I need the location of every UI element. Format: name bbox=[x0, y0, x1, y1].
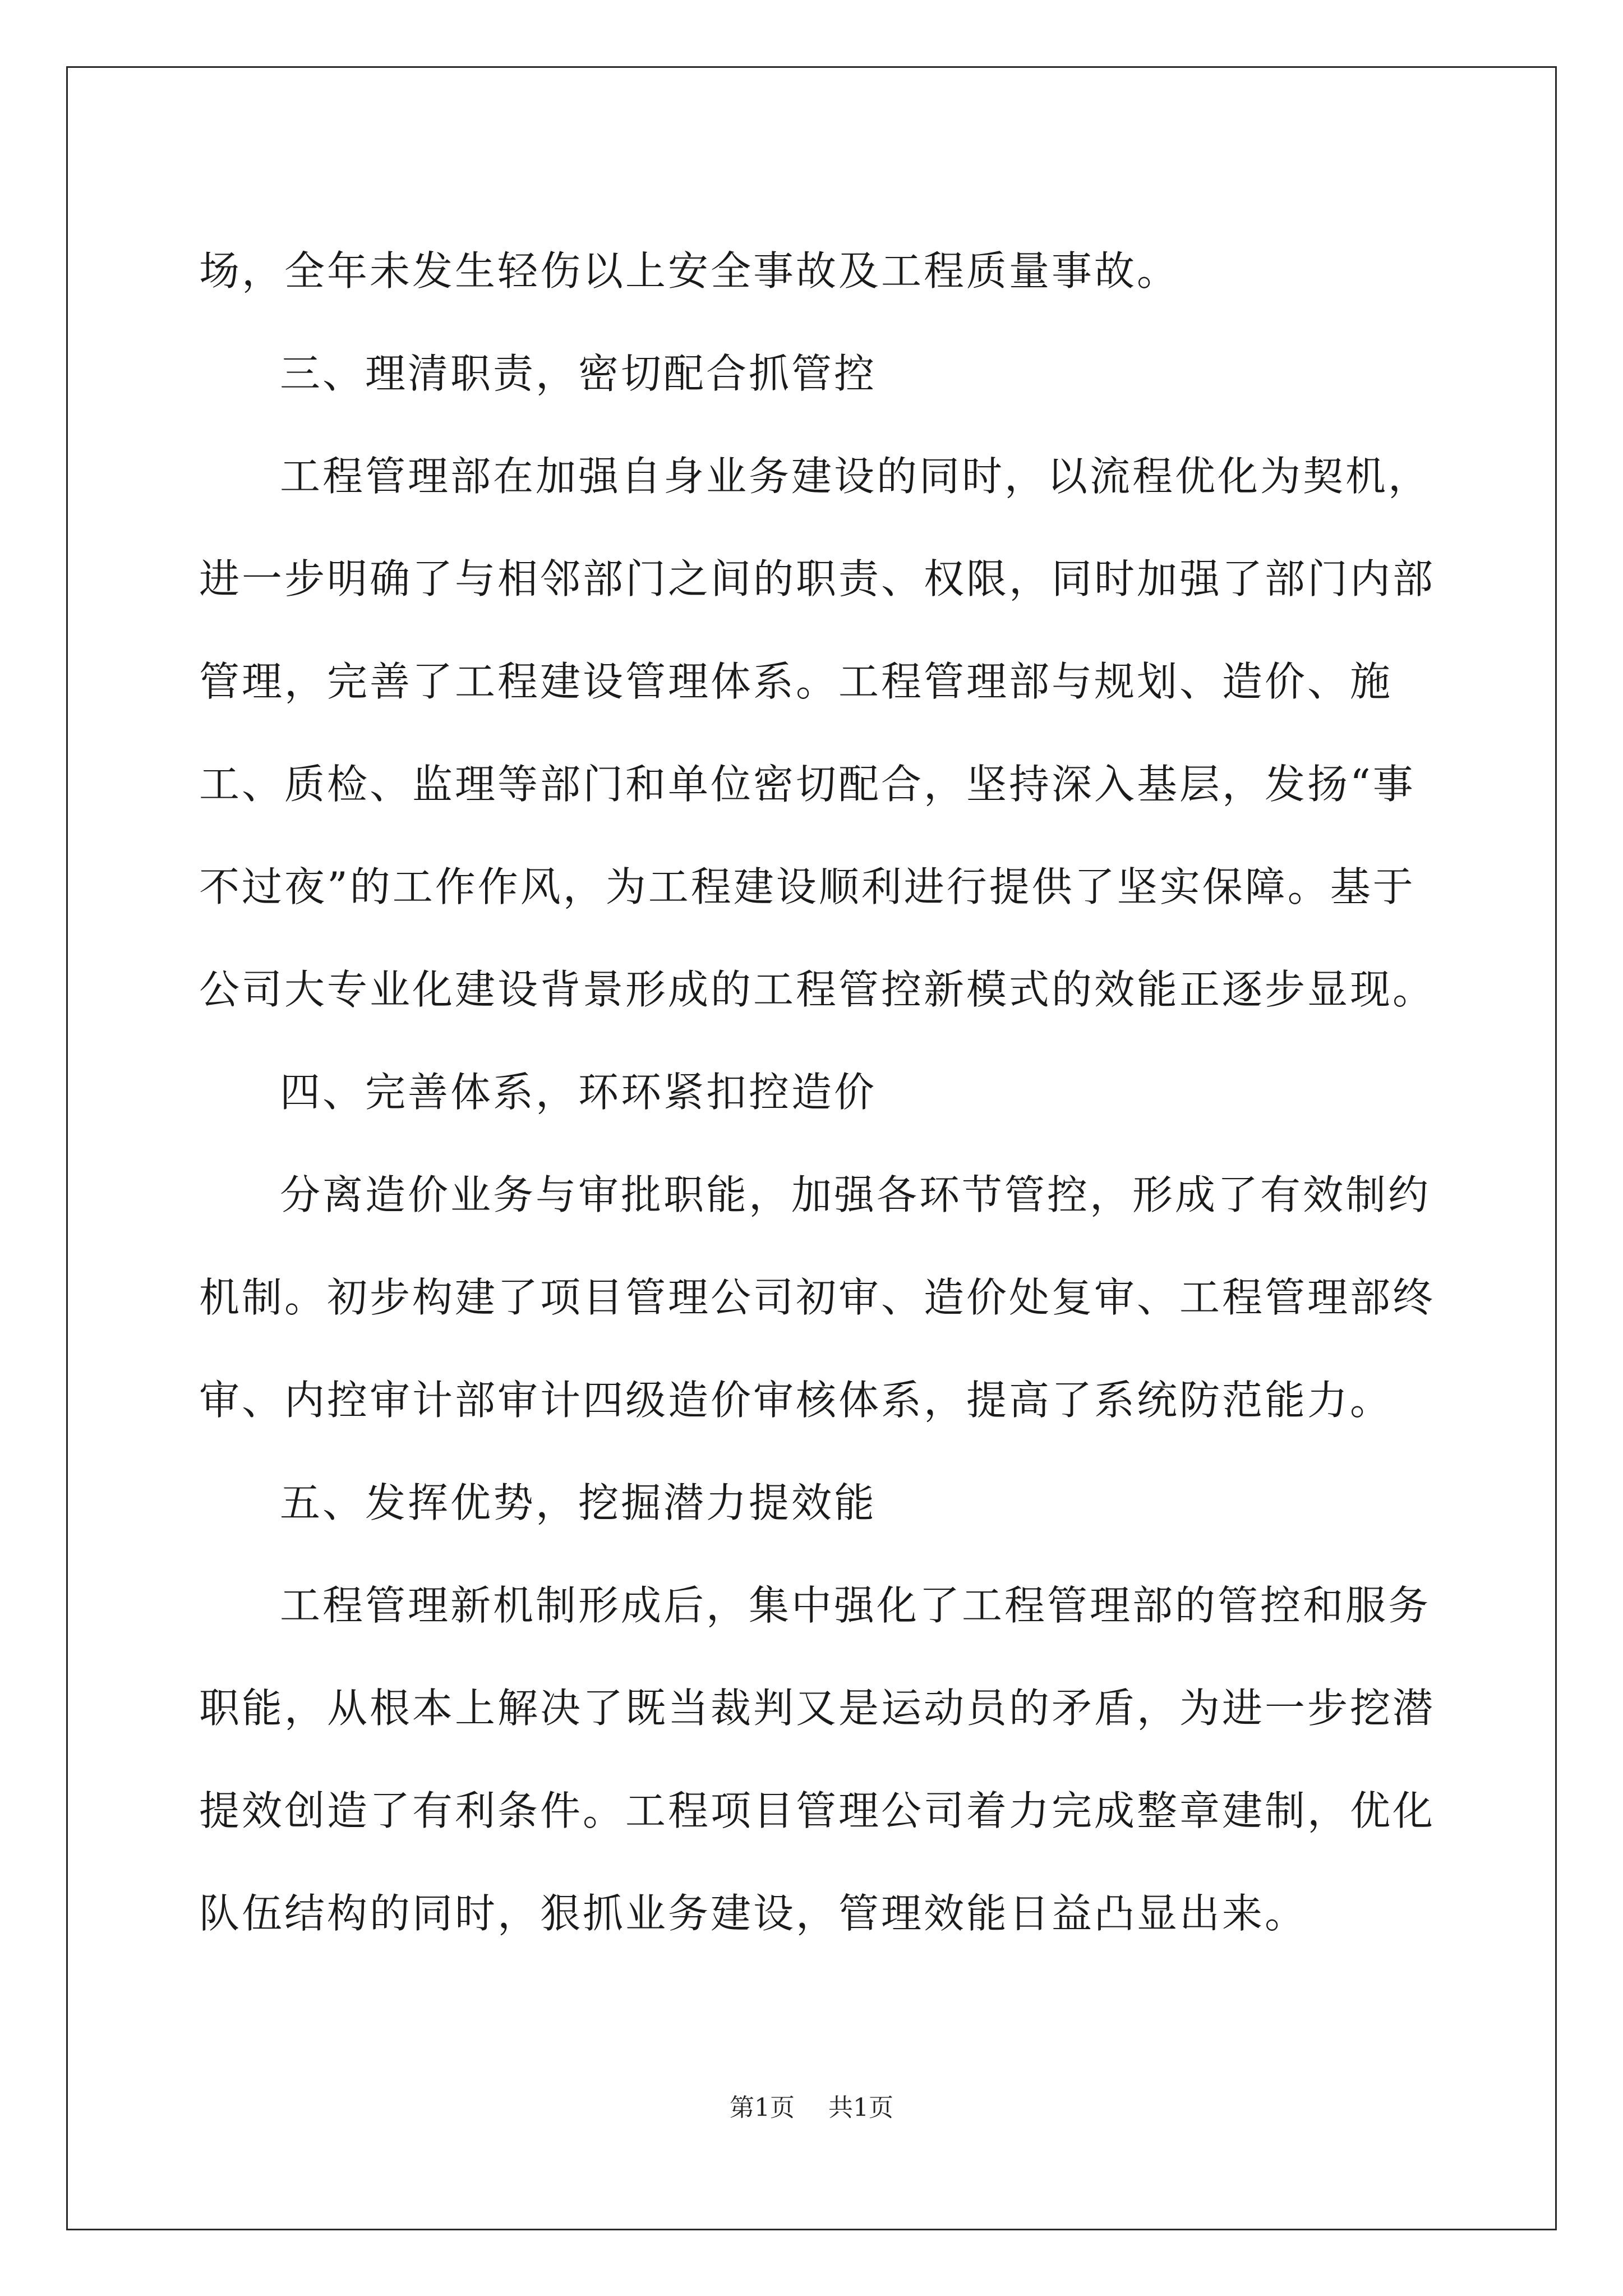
page-footer bbox=[0, 2091, 1623, 2125]
page-number-current: 第1页 bbox=[730, 2093, 795, 2122]
section-heading-4: 四、完善体系，环环紧扣控造价 bbox=[280, 1069, 877, 1116]
document-body bbox=[199, 220, 1444, 1965]
section-heading-5: 五、发挥优势，挖掘潜力提效能 bbox=[280, 1479, 877, 1526]
page-number-total: 共1页 bbox=[828, 2093, 893, 2122]
section-heading-3: 三、理清职责，密切配合抓管控 bbox=[280, 350, 877, 397]
paragraph-3: 工程管理部在加强自身业务建设的同时，以流程优化为契机，进一步明确了与相邻部门之间的职责、权限，同时加强了部门内部管理，完善了工程建设管理体系。工程管理部与规划、造价、施工、质检、监理等部门和单位密切配合，坚持深入基层，发扬“事不过夜”的工作作风，为工程建设顺利进行提供了坚实保障。基于公司大专业化建设背景形成的工程管控新模式的效能正逐步显现。 bbox=[199, 453, 1436, 1013]
paragraph-4: 分离造价业务与审批职能，加强各环节管控，形成了有效制约机制。初步构建了项目管理公司初审、造价处复审、工程管理部终审、内控审计部审计四级造价审核体系，提高了系统防范能力。 bbox=[199, 1171, 1436, 1424]
paragraph-continuation: 场，全年未发生轻伤以上安全事故及工程质量事故。 bbox=[199, 247, 1180, 295]
paragraph-5: 工程管理新机制形成后，集中强化了工程管理部的管控和服务职能，从根本上解决了既当裁判又是运动员的矛盾，为进一步挖潜提效创造了有利条件。工程项目管理公司着力完成整章建制，优化队伍结构的同时，狠抓业务建设，管理效能日益凸显出来。 bbox=[199, 1582, 1436, 1937]
